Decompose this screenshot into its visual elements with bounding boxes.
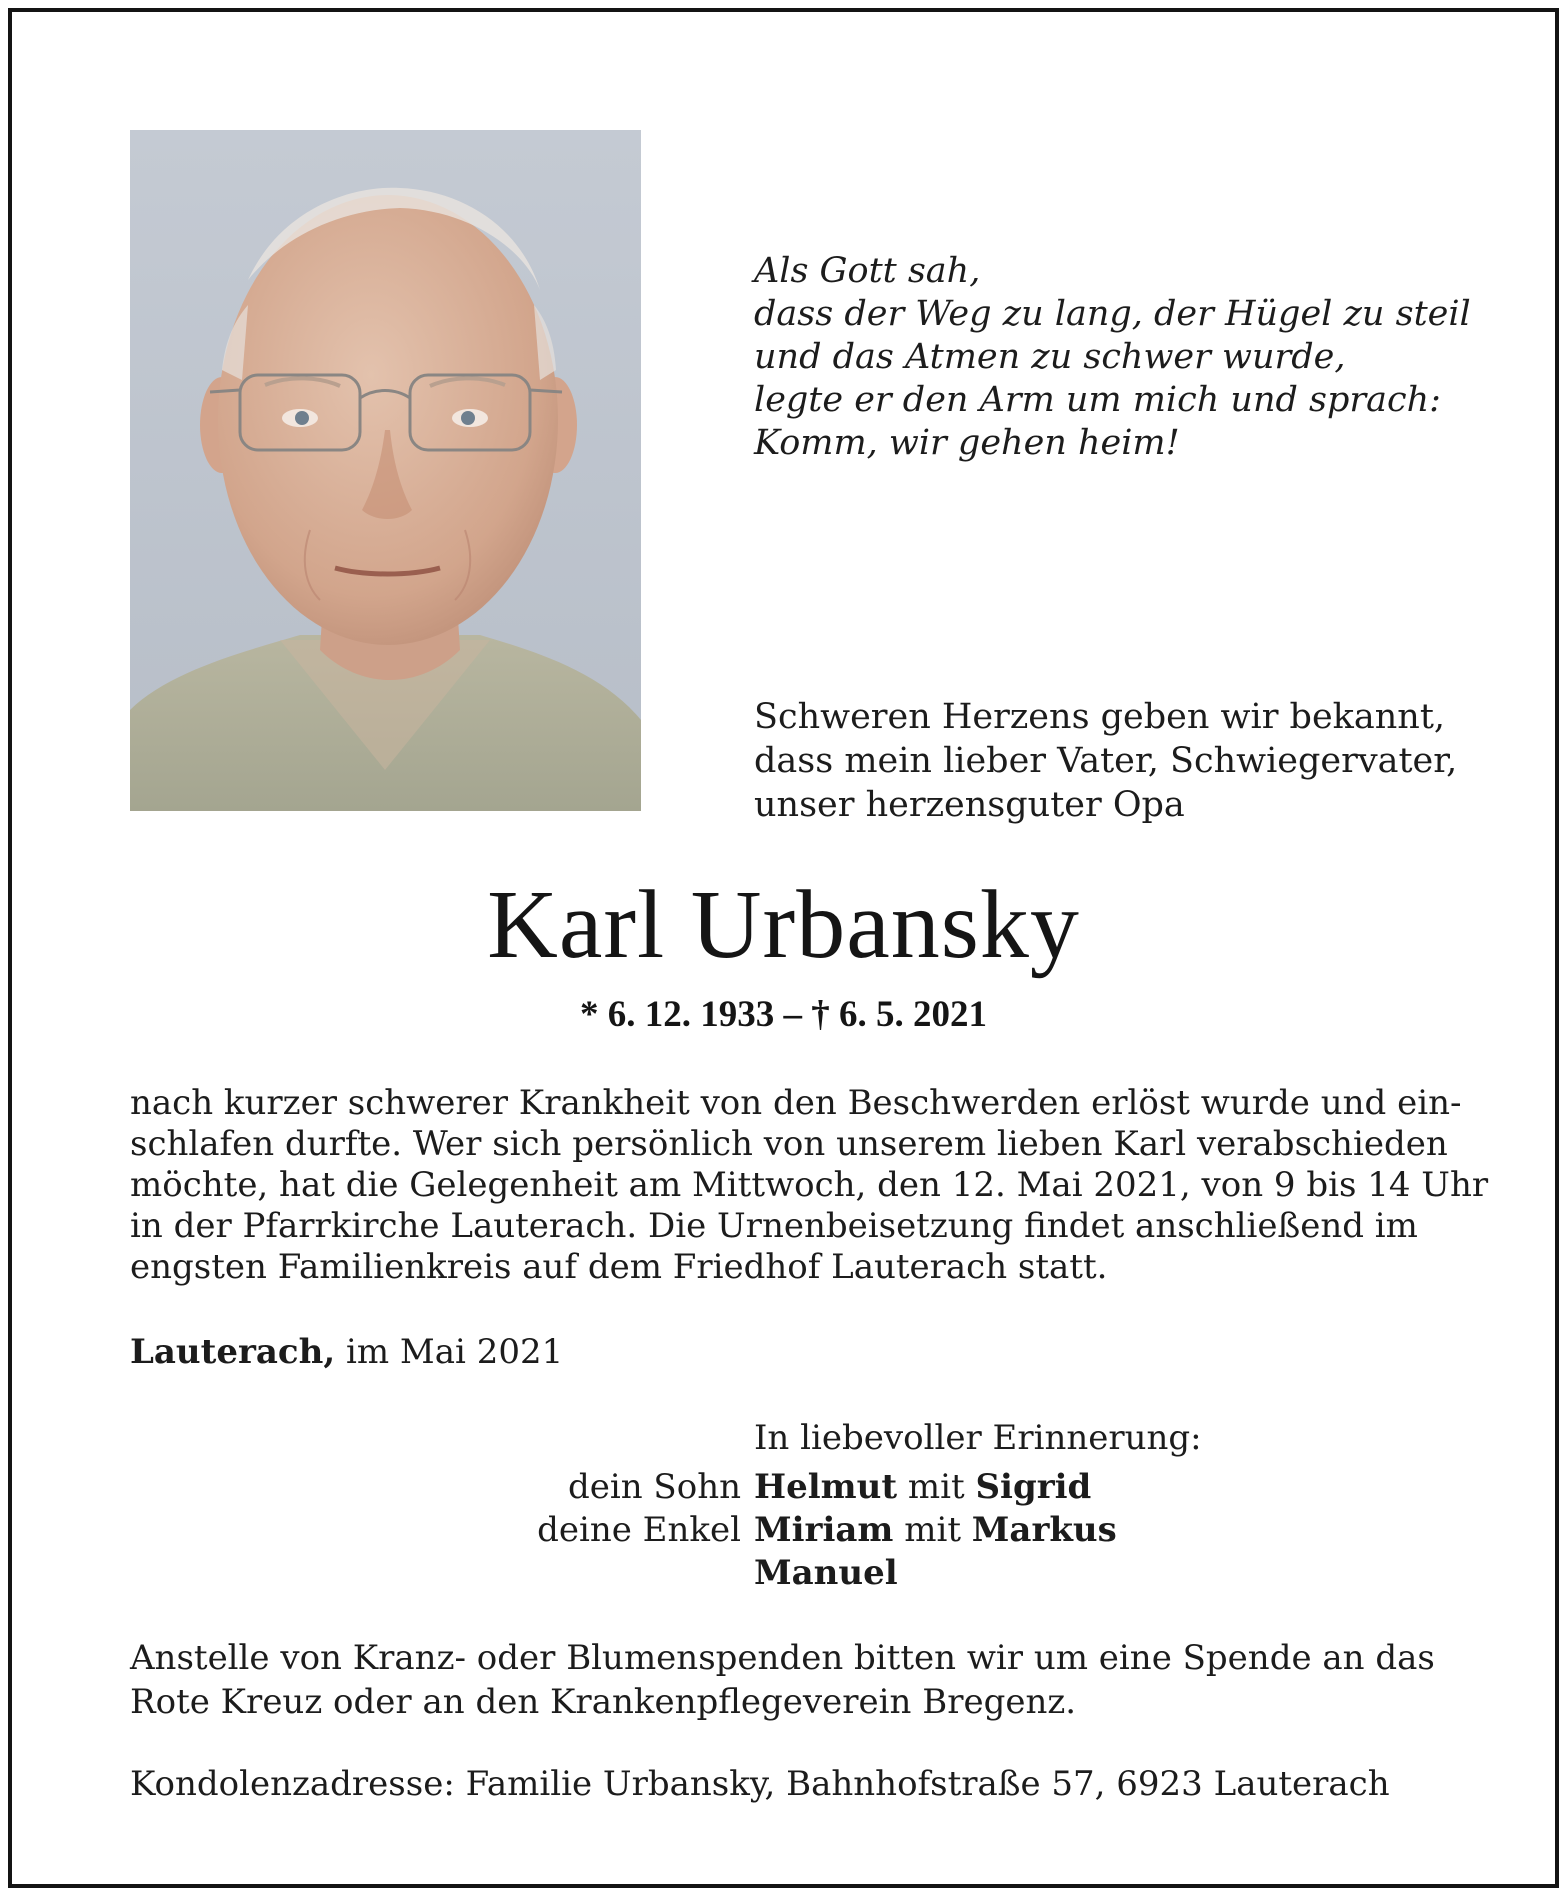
body-line: schlafen durfte. Wer sich persönlich von unserem lieben Karl verabschieden <box>130 1124 1448 1164</box>
intro-line: dass mein lieber Vater, Schwiegervater, <box>754 741 1458 781</box>
portrait-photo <box>130 130 641 811</box>
memory-heading: In liebevoller Erinnerung: <box>754 1418 1202 1458</box>
life-dates: * 6. 12. 1933 – † 6. 5. 2021 <box>580 994 987 1035</box>
family-name-primary: Helmut <box>754 1467 898 1507</box>
donation-request <box>130 1636 1450 1724</box>
announcement-intro <box>754 695 1474 827</box>
poem-line: Als Gott sah, <box>754 251 981 291</box>
family-connector: mit <box>893 1510 972 1550</box>
family-list <box>0 1466 1567 1595</box>
body-line: nach kurzer schwerer Krankheit von den Beschwerden erlöst wurde und ein- <box>130 1083 1462 1123</box>
family-names <box>754 1466 1091 1509</box>
place-month: im Mai 2021 <box>335 1332 564 1372</box>
body-text <box>130 1083 1489 1288</box>
poem-line: und das Atmen zu schwer wurde, <box>754 337 1346 377</box>
family-name-primary: Manuel <box>754 1553 898 1593</box>
poem-line: legte er den Arm um mich und sprach: <box>754 380 1441 420</box>
donation-line: Rote Kreuz oder an den Krankenpflegeverein Bregenz. <box>130 1682 1077 1722</box>
family-name-partner: Markus <box>971 1510 1117 1550</box>
donation-line: Anstelle von Kranz- oder Blumenspenden bitten wir um eine Spende an das <box>130 1638 1435 1678</box>
poem-line: Komm, wir gehen heim! <box>754 423 1180 463</box>
condolence-address: Kondolenzadresse: Familie Urbansky, Bahnhofstraße 57, 6923 Lauterach <box>130 1764 1390 1804</box>
family-row <box>0 1552 1567 1595</box>
family-name-partner: Sigrid <box>975 1467 1092 1507</box>
body-line: in der Pfarrkirche Lauterach. Die Urnenbeisetzung findet anschließend im <box>130 1206 1418 1246</box>
family-names <box>754 1552 898 1595</box>
place-date <box>130 1330 563 1374</box>
family-names <box>754 1509 1117 1552</box>
intro-line: Schweren Herzens geben wir bekannt, <box>754 697 1446 737</box>
body-line: möchte, hat die Gelegenheit am Mittwoch, den 12. Mai 2021, von 9 bis 14 Uhr <box>130 1165 1489 1205</box>
poem-line: dass der Weg zu lang, der Hügel zu steil <box>754 294 1471 334</box>
family-row <box>0 1466 1567 1509</box>
family-relation: deine Enkel <box>537 1510 741 1550</box>
deceased-name: Karl Urbansky <box>487 871 1080 979</box>
family-connector: mit <box>897 1467 976 1507</box>
poem <box>754 250 1471 465</box>
family-name-primary: Miriam <box>754 1510 894 1550</box>
body-line: engsten Familienkreis auf dem Friedhof Lauterach statt. <box>130 1247 1108 1287</box>
family-relation: dein Sohn <box>567 1467 741 1507</box>
intro-line: unser herzensguter Opa <box>754 785 1185 825</box>
place-town: Lauterach, <box>130 1332 336 1372</box>
family-row <box>0 1509 1567 1552</box>
